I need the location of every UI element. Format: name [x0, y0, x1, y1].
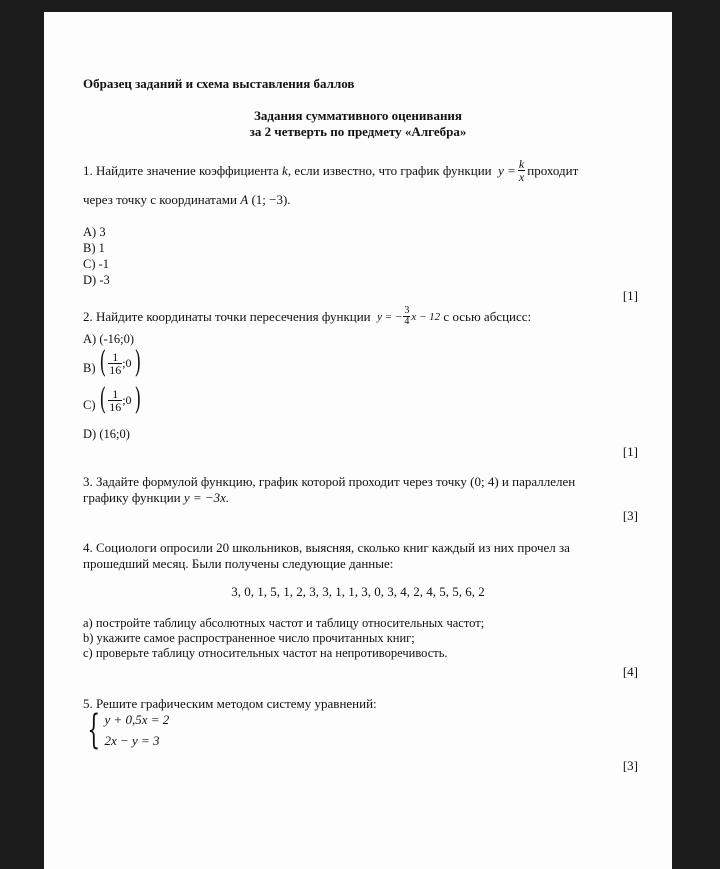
q2-option-b-label: B)	[83, 361, 96, 375]
q4-item-c: c) проверьте таблицу относительных частот на непротиворечивость.	[83, 646, 448, 660]
q2-option-c-rest: ;0	[122, 392, 132, 407]
subtitle-line-1: Задания суммативного оценивания	[254, 108, 462, 123]
q3-line-2	[83, 490, 229, 506]
q2-fraction	[403, 306, 410, 327]
q1-option-a: A) 3	[83, 225, 106, 239]
q3-formula: y = −3x.	[183, 490, 230, 505]
q1-line-2	[83, 192, 291, 208]
q1-option-d: D) -3	[83, 273, 110, 287]
brace-icon: {	[87, 707, 101, 753]
q2-option-b	[83, 345, 143, 380]
right-paren: )	[134, 382, 141, 417]
left-paren: (	[99, 345, 106, 380]
q2-option-c	[83, 382, 143, 417]
subtitle-line-2: за 2 четверть по предмету «Алгебра»	[249, 124, 467, 139]
document-page	[44, 12, 672, 869]
q1-k: k	[282, 162, 288, 178]
q1-text-c: проходит	[527, 162, 579, 178]
q2-frac-num: 3	[404, 305, 410, 316]
q4-data-row: 3, 0, 1, 5, 1, 2, 3, 3, 1, 1, 3, 0, 3, 4, 2, 4, 5, 5, 6, 2	[231, 584, 485, 599]
q3-score: [3]	[622, 508, 638, 523]
q2-option-a: A) (-16;0)	[83, 332, 135, 346]
q1-frac-num: k	[518, 157, 525, 171]
q2-option-c-point	[97, 382, 144, 417]
q2-text-a: 2. Найдите координаты точки пересечения функции	[83, 308, 371, 324]
q1-frac-den: x	[518, 170, 525, 184]
q4-line-1: 4. Социологи опросили 20 школьников, выясняя, сколько книг каждый из них прочел за	[83, 540, 570, 555]
q2-option-c-num: 1	[108, 388, 122, 401]
left-paren: (	[99, 382, 106, 417]
q2-option-b-fraction	[108, 351, 122, 376]
q2-option-c-label: C)	[83, 398, 96, 412]
q1-fraction	[518, 158, 525, 183]
q1-formula-lhs: y =	[498, 162, 516, 178]
q1-line2-text: через точку с координатами	[83, 192, 237, 207]
q1-point-coords: (1; −3).	[251, 192, 291, 207]
q4-item-b: b) укажите самое распространенное число прочитанных книг;	[83, 631, 415, 645]
q5-eq-1: y + 0,5x = 2	[104, 712, 170, 727]
q2-option-b-num: 1	[108, 351, 122, 364]
q5-score: [3]	[622, 758, 638, 773]
q2-formula-lhs: y = −	[377, 310, 403, 323]
q2-option-b-den: 16	[109, 362, 122, 377]
q2-text-b: с осью абсцисс:	[443, 308, 532, 324]
q2-option-b-rest: ;0	[122, 355, 132, 370]
q3-line-1: 3. Задайте формулой функцию, график которой проходит через точку (0; 4) и параллелен	[83, 474, 576, 489]
q1-text-a: 1. Найдите значение коэффициента	[83, 162, 279, 178]
q5-text: 5. Решите графическим методом систему уравнений:	[83, 696, 377, 711]
q1-line-1	[83, 158, 578, 183]
q4-items	[83, 616, 484, 661]
q2-option-b-point	[97, 345, 144, 380]
q5-equations	[104, 711, 169, 749]
q4-item-a: a) постройте таблицу абсолютных частот и таблицу относительных частот;	[83, 616, 485, 630]
document-heading: Образец заданий и схема выставления баллов	[83, 76, 355, 91]
q1-option-b: B) 1	[83, 241, 105, 255]
q2-option-c-fraction	[108, 388, 122, 413]
q4-score: [4]	[622, 664, 638, 679]
q1-point-name: A	[240, 192, 249, 207]
q1-options	[83, 224, 110, 288]
q2-line-1	[83, 306, 531, 327]
right-paren: )	[134, 345, 141, 380]
q4-line-2: прошедший месяц. Были получены следующие данные:	[83, 556, 394, 571]
q2-option-d: D) (16;0)	[83, 427, 130, 441]
q2-formula-rhs: x − 12	[411, 310, 441, 323]
q1-option-c: C) -1	[83, 257, 110, 271]
q1-score: [1]	[622, 288, 638, 303]
q5-eq-2: 2x − y = 3	[104, 733, 160, 748]
q3-line2-text: графику функции	[83, 490, 181, 505]
q2-score: [1]	[622, 444, 638, 459]
q2-frac-den: 4	[404, 316, 410, 327]
q2-option-c-den: 16	[109, 399, 122, 414]
q1-text-b: , если известно, что график функции	[287, 162, 492, 178]
q5-system	[81, 707, 170, 753]
